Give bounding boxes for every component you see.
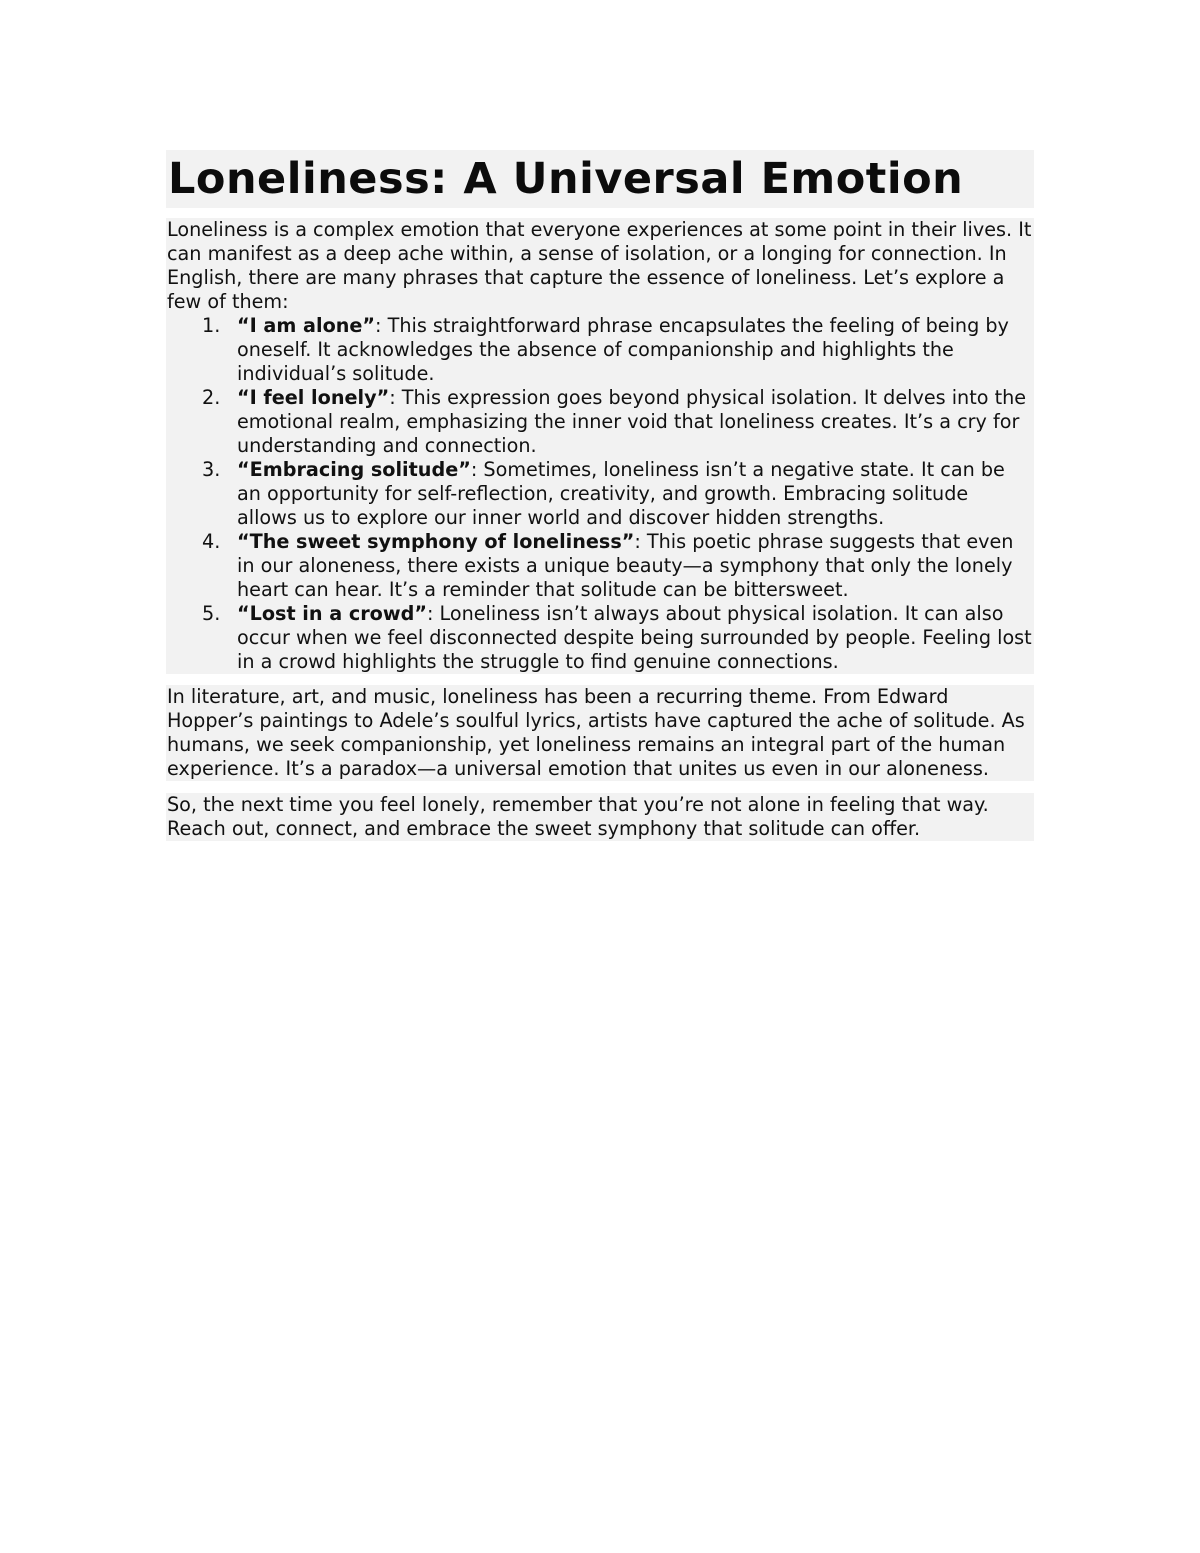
list-item-text: : This expression goes beyond physical isolation. It delves into the emotional realm, emphasizing the inner void that loneliness creates. It’s a cry for understanding and connection. — [237, 386, 1027, 457]
list-item-text: : This poetic phrase suggests that even in our aloneness, there exists a unique beauty—a symphony that only the lonely heart can hear. It’s a reminder that solitude can be bittersweet. — [237, 530, 1014, 601]
document-title: Loneliness: A Universal Emotion — [168, 154, 964, 204]
list-item-body — [237, 602, 1034, 674]
list-item — [202, 602, 1034, 674]
list-item-text: : Loneliness isn’t always about physical isolation. It can also occur when we feel disconnected despite being surrounded by people. Feeling lost in a crowd highlights the struggle to find genuine connections. — [237, 602, 1032, 673]
list-item — [202, 314, 1034, 386]
list-item-number: 5. — [202, 602, 221, 625]
list-item — [202, 458, 1034, 530]
list-item-phrase: “Embracing solitude” — [237, 458, 471, 481]
list-item-number: 3. — [202, 458, 221, 481]
list-item-phrase: “I am alone” — [237, 314, 376, 337]
list-item-phrase: “I feel lonely” — [237, 386, 390, 409]
phrase-list — [202, 314, 1034, 674]
paragraph-spacer — [166, 674, 1034, 685]
list-item-phrase: “The sweet symphony of loneliness” — [237, 530, 635, 553]
title-block — [166, 150, 1034, 208]
list-item-body — [237, 530, 1034, 602]
list-item-number: 4. — [202, 530, 221, 553]
list-item-phrase: “Lost in a crowd” — [237, 602, 427, 625]
list-item-body — [237, 458, 1034, 530]
list-item-text: : This straightforward phrase encapsulates the feeling of being by oneself. It acknowledges the absence of companionship and highlights the individual’s solitude. — [237, 314, 1009, 385]
phrase-list-container — [166, 314, 1034, 674]
list-item-body — [237, 314, 1034, 386]
list-item-number: 1. — [202, 314, 221, 337]
list-item — [202, 386, 1034, 458]
list-item — [202, 530, 1034, 602]
list-indent — [166, 314, 202, 674]
list-item-number: 2. — [202, 386, 221, 409]
closing-paragraph: So, the next time you feel lonely, remember that you’re not alone in feeling that way. Reach out, connect, and embrace the sweet symphony that solitude can offer. — [166, 793, 1034, 841]
list-item-text: : Sometimes, loneliness isn’t a negative state. It can be an opportunity for self-reflection, creativity, and growth. Embracing solitude allows us to explore our inner world and discover hidden strengths. — [237, 458, 1005, 529]
list-item-body — [237, 386, 1034, 458]
paragraph-spacer — [166, 781, 1034, 793]
intro-paragraph: Loneliness is a complex emotion that everyone experiences at some point in their lives. It can manifest as a deep ache within, a sense of isolation, or a longing for connection. In English, there are many phrases that capture the essence of loneliness. Let’s explore a few of them: — [166, 218, 1034, 314]
document-page — [166, 150, 1034, 841]
literature-paragraph: In literature, art, and music, loneliness has been a recurring theme. From Edward Hopper’s paintings to Adele’s soulful lyrics, artists have captured the ache of solitude. As humans, we seek companionship, yet loneliness remains an integral part of the human experience. It’s a paradox—a universal emotion that unites us even in our aloneness. — [166, 685, 1034, 781]
